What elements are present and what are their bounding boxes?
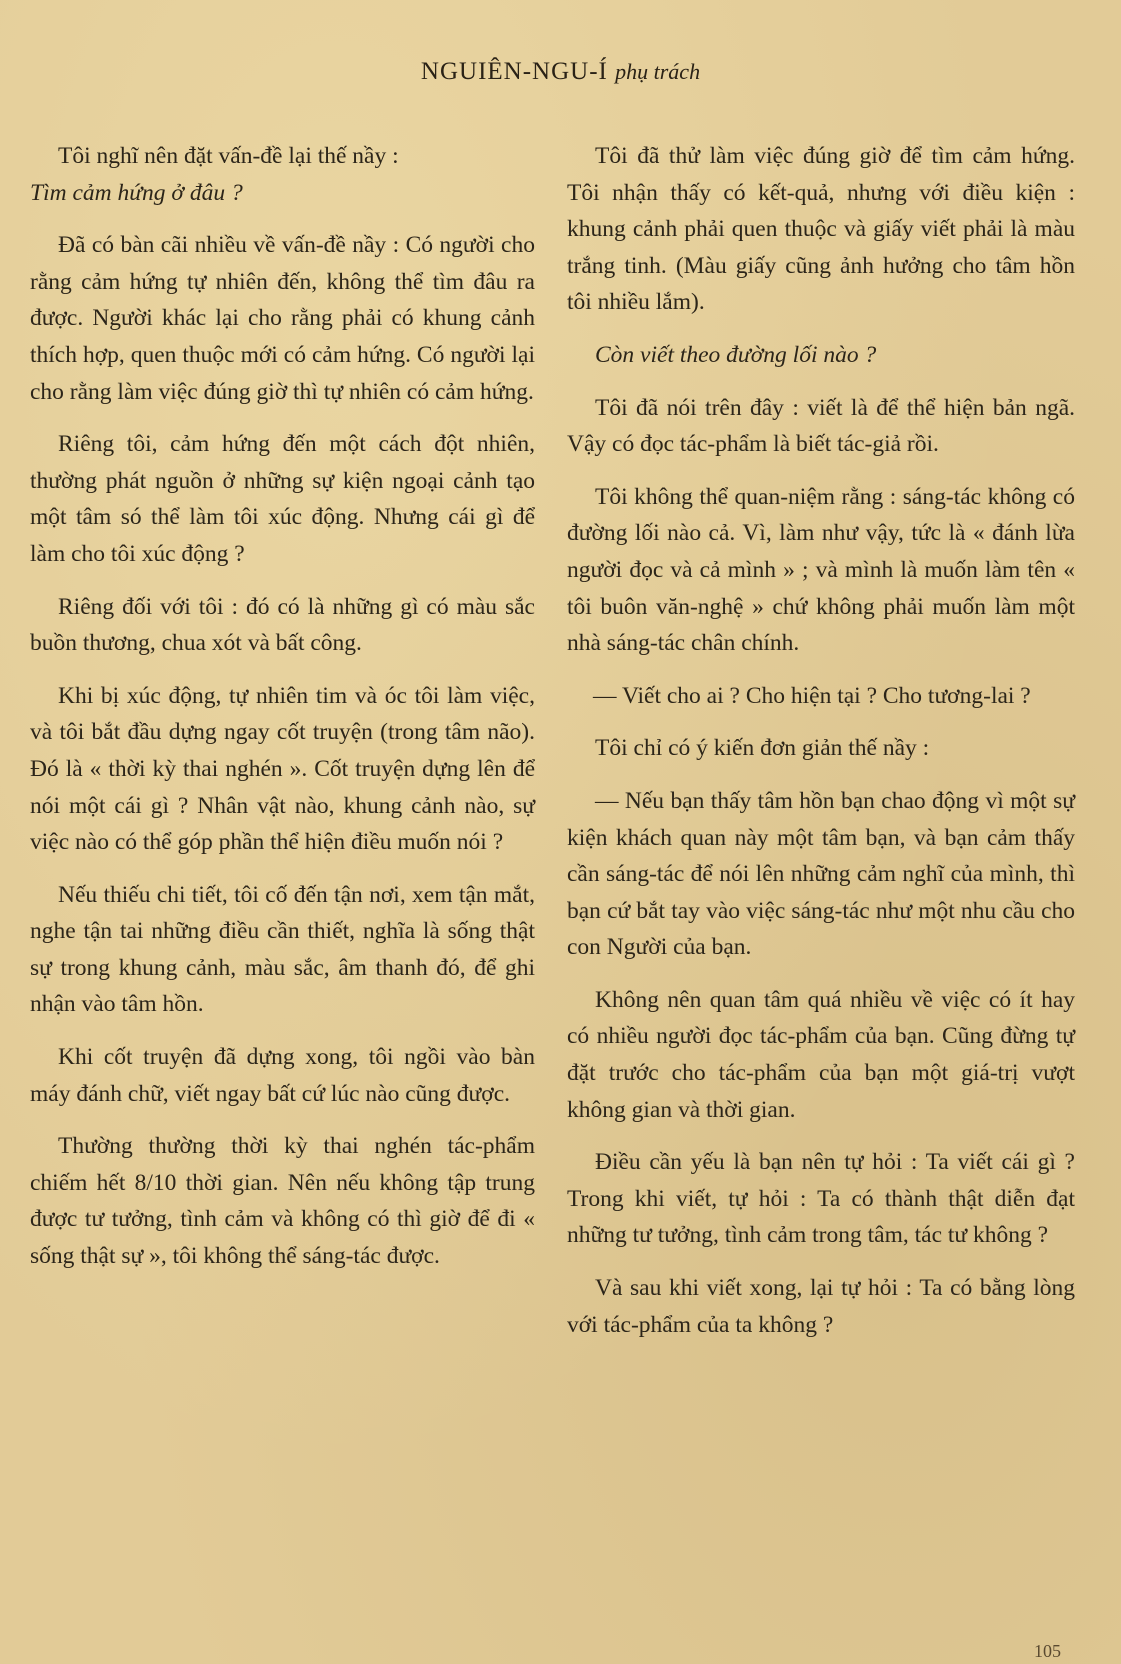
paragraph: Nếu thiếu chi tiết, tôi cố đến tận nơi, xem tận mắt, nghe tận tai những điều cần thiết, nghĩa là sống thật sự trong khung cảnh, màu sắc, âm thanh đó, để ghi nhận vào tâm hồn. [30,881,535,1018]
paragraph: Tôi đã thử làm việc đúng giờ để tìm cảm hứng. Tôi nhận thấy có kết-quả, nhưng với điều kiện : khung cảnh phải quen thuộc và giấy viết phải là màu trắng tinh. (Màu giấy cũng ảnh hưởng cho tâm hồn tôi nhiều lắm). [567,143,1075,316]
paragraph: Tôi không thể quan-niệm rằng : sáng-tác không có đường lối nào cả. Vì, làm như vậy, tức là « đánh lừa người đọc và cả mình » ; và mình là muốn làm tên « tôi buôn văn-nghệ » chứ không phải muốn làm một nhà sáng-tác chân chính. [567,483,1075,657]
paragraph: Điều cần yếu là bạn nên tự hỏi : Ta viết cái gì ? Trong khi viết, tự hỏi : Ta có thành thật diễn đạt những tư tưởng, tình cảm trong tâm, tác tư không ? [567,1149,1075,1249]
question-heading: — Viết cho ai ? Cho hiện tại ? Cho tương-lai ? [593,682,1031,709]
running-header [0,58,1121,86]
paragraph: Tôi đã nói trên đây : viết là để thể hiện bản ngã. Vậy có đọc tác-phẩm là biết tác-giả rồi. [567,394,1075,458]
paragraph: Khi bị xúc động, tự nhiên tim và óc tôi làm việc, và tôi bắt đầu dựng ngay cốt truyện (trong tâm não). Đó là « thời kỳ thai nghén ». Cốt truyện dựng lên để nói một cái gì ? Nhân vật nào, khung cảnh nào, sự việc nào có thể góp phần thể hiện điều muốn nói ? [30,682,535,856]
paragraph: Khi cốt truyện đã dựng xong, tôi ngồi vào bàn máy đánh chữ, viết ngay bất cứ lúc nào cũng được. [30,1044,535,1107]
paragraph: Không nên quan tâm quá nhiều về việc có ít hay có nhiều người đọc tác-phẩm của bạn. Cũng đừng tự đặt trước cho tác-phẩm của bạn một giá-trị vượt không gian và thời gian. [567,986,1075,1123]
paragraph: Đã có bàn cãi nhiều về vấn-đề nầy : Có người cho rằng cảm hứng tự nhiên đến, không thể tìm đâu ra được. Người khác lại cho rằng phải có khung cảnh thích hợp, quen thuộc mới có cảm hứng. Có người lại cho rằng làm việc đúng giờ thì tự nhiên có cảm hứng. [30,232,535,405]
section-subtitle: phụ trách [615,59,701,84]
question-heading: Còn viết theo đường lối nào ? [595,341,877,368]
paragraph: Thường thường thời kỳ thai nghén tác-phẩm chiếm hết 8/10 thời gian. Nên nếu không tập trung được tư tưởng, tình cảm và không có thì giờ để đi « sống thật sự », tôi không thể sáng-tác được. [30,1133,535,1270]
paragraph: Riêng tôi, cảm hứng đến một cách đột nhiên, thường phát nguồn ở những sự kiện ngoại cảnh tạo một tâm só thể làm tôi xúc động. Nhưng cái gì để làm cho tôi xúc động ? [30,431,535,567]
paragraph: Và sau khi viết xong, lại tự hỏi : Ta có bằng lòng với tác-phẩm của ta không ? [567,1275,1075,1338]
section-title: NGUIÊN-NGU-Í [420,58,608,85]
paragraph: Tôi nghĩ nên đặt vấn-đề lại thế nầy : [58,143,399,169]
question-heading: Tìm cảm hứng ở đâu ? [30,179,243,206]
paragraph: — Nếu bạn thấy tâm hồn bạn chao động vì một sự kiện khách quan này một tâm bạn, và bạn cảm thấy cần sáng-tác để nói lên những cảm nghĩ của mình, thì bạn cứ bắt tay vào việc sáng-tác như một nhu cầu cho con Người của bạn. [567,787,1075,961]
right-column [567,138,1075,1359]
paragraph: Tôi chỉ có ý kiến đơn giản thế nầy : [595,735,930,762]
paragraph: Riêng đối với tôi : đó có là những gì có màu sắc buồn thương, chua xót và bất công. [30,593,535,657]
page-number: 105 [1034,1641,1061,1661]
left-column [30,138,535,1291]
